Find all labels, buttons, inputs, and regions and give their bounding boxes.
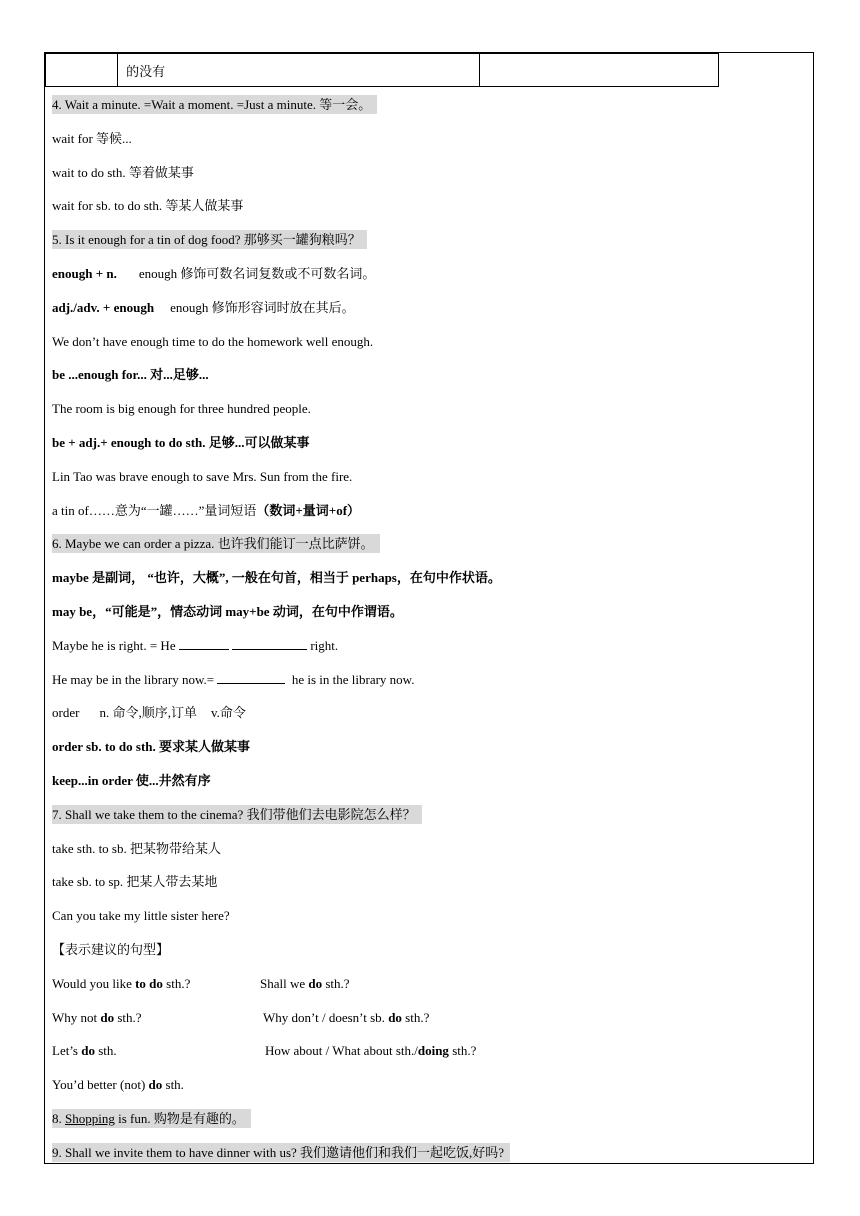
- suggest-why-not: Why not do sth.?: [52, 1009, 142, 1025]
- a-tin-of-explain: a tin of……意为“一罐……”量词短语: [52, 502, 257, 518]
- suggest-why-dont: Why don’t / doesn’t sb. do sth.?: [263, 1009, 430, 1025]
- exercise-2-end: he is in the library now.: [291, 671, 415, 687]
- note-line-7: [52, 294, 792, 328]
- note-line-3: wait to do sth. 等着做某事: [52, 164, 194, 180]
- heading-7: 7. Shall we take them to the cinema? 我们带他们去电影院怎么样？: [52, 805, 422, 824]
- keep-in-order-pattern: keep...in order 使...井然有序: [52, 772, 211, 788]
- note-line-30: You’d better (not) do sth.: [52, 1077, 184, 1093]
- adj-enough-pattern: adj./adv. + enough: [52, 299, 155, 315]
- note-line-31: [52, 1105, 792, 1139]
- note-line-32: [52, 1139, 792, 1173]
- table-cell-2: 的没有: [118, 54, 480, 87]
- suggest-lets: Let’s do sth.: [52, 1043, 117, 1059]
- note-line-27: [52, 970, 792, 1004]
- note-line-17: [52, 632, 792, 666]
- note-line-12: Lin Tao was brave enough to save Mrs. Sun from the fire.: [52, 468, 353, 484]
- note-line-2: wait for 等候...: [52, 130, 132, 146]
- heading-9: 9. Shall we invite them to have dinner with us? 我们邀请他们和我们一起吃饭,好吗?: [52, 1143, 510, 1162]
- exercise-2-text: He may be in the library now.=: [52, 671, 215, 687]
- note-line-18: [52, 666, 792, 700]
- note-line-20: [52, 733, 792, 767]
- note-line-19: [52, 699, 792, 733]
- table-row: [46, 54, 719, 87]
- quantifier-pattern: （数词+量词+of）: [256, 502, 361, 518]
- may-be-explain: may be，“可能是”，情态动词 may+be 动词，在句中作谓语。: [52, 603, 403, 619]
- note-line-10: The room is big enough for three hundred people.: [52, 401, 311, 417]
- order-verb: v.命令: [210, 705, 246, 721]
- note-line-4: wait for sb. to do sth. 等某人做某事: [52, 198, 244, 214]
- note-line-1: [52, 91, 792, 125]
- note-line-11: [52, 429, 792, 463]
- note-line-8: We don’t have enough time to do the homework well enough.: [52, 333, 374, 349]
- note-line-22: [52, 801, 792, 835]
- note-line-28: [52, 1004, 792, 1038]
- blank-3: [217, 671, 285, 684]
- blank-2: [232, 637, 307, 650]
- table-cell-1: [46, 54, 118, 87]
- suggest-shall-we: Shall we do sth.?: [260, 975, 350, 991]
- note-line-6: [52, 260, 792, 294]
- note-line-13: [52, 497, 792, 531]
- note-line-25: Can you take my little sister here?: [52, 908, 230, 924]
- heading-6: 6. Maybe we can order a pizza. 也许我们能订一点比萨饼。: [52, 534, 380, 553]
- exercise-1-end: right.: [310, 637, 339, 653]
- be-enough-for-pattern: be ...enough for... 对...足够...: [52, 367, 209, 383]
- exercise-1-text: Maybe he is right. = He: [52, 637, 176, 653]
- enough-n-explain: enough 修饰可数名词复数或不可数名词。: [138, 265, 376, 281]
- note-line-23: take sth. to sb. 把某物带给某人: [52, 840, 221, 856]
- note-line-5: [52, 226, 792, 260]
- order-sb-pattern: order sb. to do sth. 要求某人做某事: [52, 739, 251, 755]
- note-line-16: [52, 598, 792, 632]
- table-cell-3: [479, 54, 718, 87]
- note-line-15: [52, 564, 792, 598]
- note-line-21: [52, 767, 792, 801]
- suggest-would-you-like: Would you like to do sth.?: [52, 975, 191, 991]
- heading-5: 5. Is it enough for a tin of dog food? 那够买一罐狗粮吗？: [52, 230, 367, 249]
- blank-1: [179, 637, 229, 650]
- note-line-9: [52, 361, 792, 395]
- order-noun: n. 命令,顺序,订单: [99, 705, 197, 721]
- adj-enough-explain: enough 修饰形容词时放在其后。: [170, 299, 355, 315]
- heading-4: 4. Wait a minute. =Wait a moment. =Just a minute. 等一会。: [52, 95, 377, 114]
- continued-table: [45, 53, 719, 87]
- note-line-24: take sb. to sp. 把某人带去某地: [52, 874, 218, 890]
- note-line-26: 【表示建议的句型】: [52, 941, 170, 957]
- note-line-14: [52, 530, 792, 564]
- maybe-explain: maybe 是副词， “也许，大概”, 一般在句首，相当于 perhaps，在句中作状语。: [52, 570, 501, 586]
- suggest-how-about: How about / What about sth./doing sth.?: [265, 1043, 477, 1059]
- order-word: order: [52, 705, 80, 721]
- enough-to-do-pattern: be + adj.+ enough to do sth. 足够...可以做某事: [52, 434, 310, 450]
- enough-n-pattern: enough + n.: [52, 265, 117, 281]
- heading-8: 8. Shopping is fun. 购物是有趣的。: [52, 1109, 251, 1128]
- notes-content: [52, 91, 792, 1173]
- note-line-29: [52, 1037, 792, 1071]
